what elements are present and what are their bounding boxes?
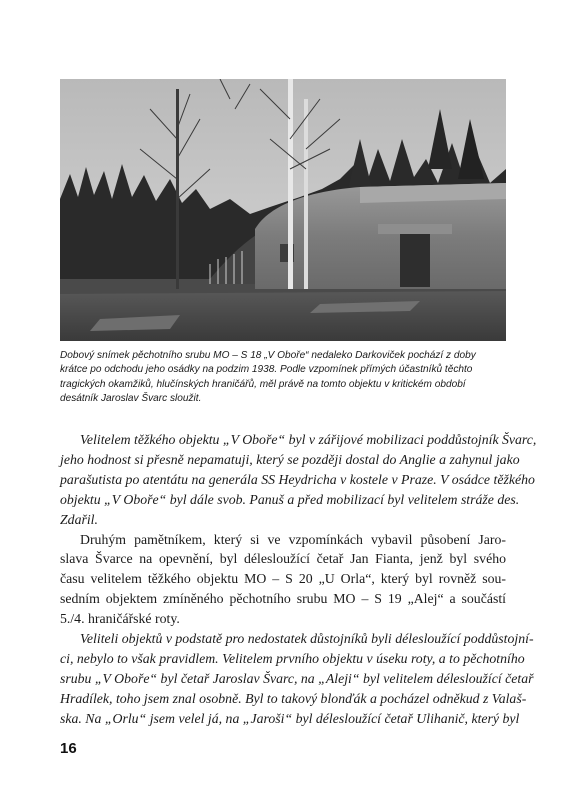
text-line: Zdařil.: [60, 511, 98, 527]
text-line: 5./4. hraničářské roty.: [60, 611, 180, 627]
body-text: [60, 430, 537, 729]
text-line: sedním objektem zmíněného pěchotního srubu MO – S 19 „Alej“ a součástí: [60, 591, 506, 607]
caption-line: desátník Jaroslav Švarc sloužit.: [60, 392, 202, 404]
text-line: objektu „V Oboře“ byl dále svob. Panuš a před mobilizací byl velitelem stráže des.: [60, 491, 520, 507]
caption-line: krátce po odchodu jeho osádky na podzim 1938. Podle vzpomínek přímých účastníků těchto: [60, 364, 473, 376]
text-line: Druhým pamětníkem, který si ve vzpomínkách vybavil působení Jaro-: [80, 531, 506, 547]
bunker-photo-icon: [60, 79, 506, 341]
text-line: ci, nebylo to však pravidlem. Velitelem prvního objektu v úseku roty, a to pěchotního: [60, 650, 525, 666]
bunker-photo: [60, 79, 506, 341]
text-line: Veliteli objektů v podstatě pro nedostatek důstojníků byli délesloužící poddůstojní-: [80, 631, 534, 647]
text-line: jeho hodnost si přesně nepamatuji, který se později dostal do Anglie a zahynul jako: [60, 451, 520, 467]
paragraph-narrative: [60, 530, 506, 630]
paragraph-quote-2: [60, 629, 534, 729]
paragraph-quote-1: [60, 430, 537, 530]
text-line: slava Švarce na opevnění, byl délesloužící četař Jan Fianta, jenž byl svého: [60, 551, 506, 567]
caption-line: tragických okamžiků, hlučínských hraničářů, měl právě na tomto objektu v kritickém období: [60, 378, 466, 390]
text-line: srubu „V Oboře“ byl četař Jaroslav Švarc, na „Aleji“ byl velitelem délesloužící četař: [60, 670, 534, 686]
text-line: ska. Na „Orlu“ jsem velel já, na „Jaroši“ byl délesloužící četař Ulihanič, který byl: [60, 710, 520, 726]
photo-caption: [60, 349, 506, 406]
text-line: Hradílek, toho jsem znal osobně. Byl to takový blonďák a pocházel odněkud z Valaš-: [60, 690, 527, 706]
text-line: Velitelem těžkého objektu „V Oboře“ byl v zářijové mobilizaci poddůstojník Švarc,: [80, 432, 537, 447]
text-line: parašutista po atentátu na generála SS Heydricha v kostele v Praze. V osádce těžkého: [60, 471, 535, 487]
caption-line: Dobový snímek pěchotního srubu MO – S 18 „V Oboře“ nedaleko Darkoviček pochází z doby: [60, 350, 476, 361]
page-number: 16: [60, 740, 77, 757]
text-line: času velitelem těžkého objektu MO – S 20 „U Orla“, který byl rovněž sou-: [60, 571, 506, 587]
